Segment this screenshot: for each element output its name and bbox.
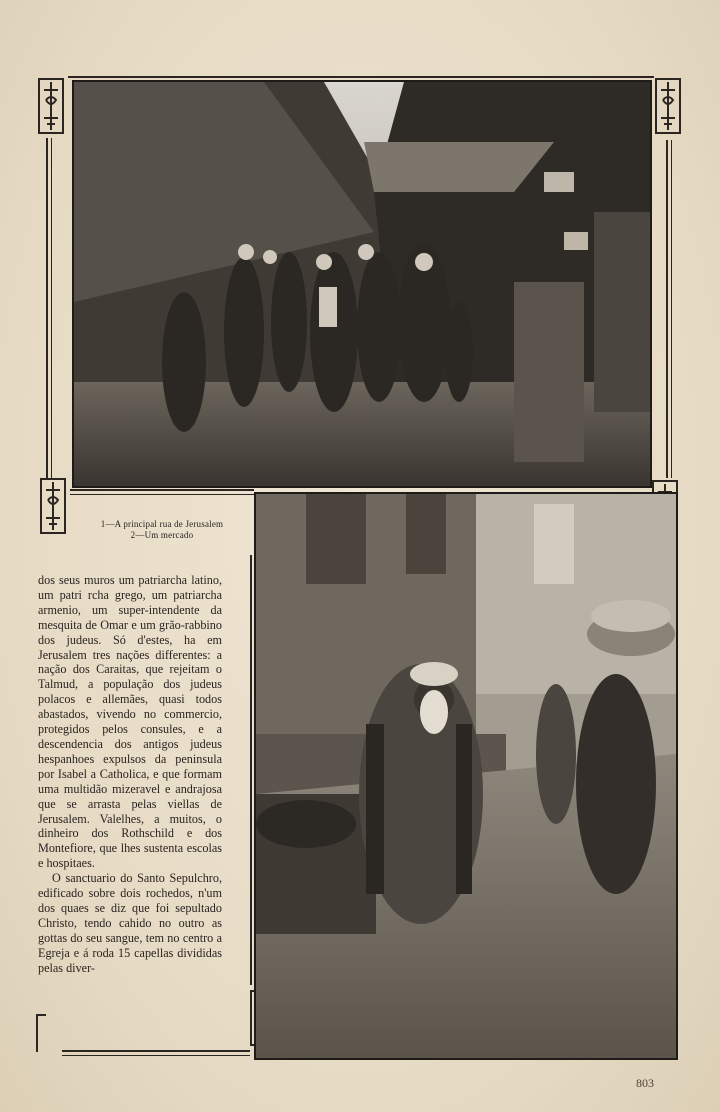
caption-2: 2—Um mercado <box>130 530 194 540</box>
photo-jerusalem-street <box>72 80 652 488</box>
article-text <box>38 573 222 975</box>
frame-bottom-left-hook-2 <box>36 1014 46 1016</box>
frame-left-lower-rule <box>250 555 252 985</box>
article-paragraph: dos seus muros um patriarcha latino, um patri rcha grego, um patriarcha armenio, um super-intendente da mesquita de Omar e um grão-rabbino dos judeus. Só d'estes, ha em Jerusalem tres nações differentes: a nação dos Caraitas, que rejeitam o Talmud, a população dos judeus polacos e allemães, quasi todos abastados, vivendo no commercio, protegidos pelos consules, e a descendencia dos antigos judeus hespanhoes expulsos da peninsula por Isabel a Catholica, e que formam uma multidão mizeravel e andrajosa que se arrasta pelas viellas de Jerusalem. Valelhes, a muitos, o dinheiro dos Rothschild e dos Montefiore, que lhes sustenta escolas e hospitaes. <box>38 573 222 871</box>
frame-bottom-rule-2 <box>62 1055 250 1056</box>
page-number: 803 <box>636 1076 654 1090</box>
caption-1: 1—A principal rua de Jerusalem <box>100 519 224 529</box>
ornament-top-left-icon <box>38 78 64 134</box>
photo-market <box>254 492 678 1060</box>
frame-mid-rule <box>70 489 254 491</box>
frame-bottom-left-hook <box>36 1014 38 1052</box>
frame-right-rule-inner <box>671 140 672 478</box>
frame-top-rule <box>68 76 654 78</box>
photo-captions <box>74 519 250 541</box>
frame-right-rule <box>666 140 668 478</box>
frame-mid-rule-2 <box>70 494 254 495</box>
frame-left-rule-inner <box>51 138 52 478</box>
article-paragraph: O sanctuario do Santo Sepulchro, edificado sobre dois rochedos, n'um dos quaes se diz que foi sepultado Christo, tendo cahido no outro as gottas do seu sangue, tem no centro a Egreja e á roda 15 capellas divididas pelas diver- <box>38 871 222 975</box>
ornament-mid-left-icon <box>40 478 66 534</box>
ornament-top-right-icon <box>655 78 681 134</box>
frame-bottom-rule <box>62 1050 250 1052</box>
frame-left-rule <box>46 138 48 478</box>
